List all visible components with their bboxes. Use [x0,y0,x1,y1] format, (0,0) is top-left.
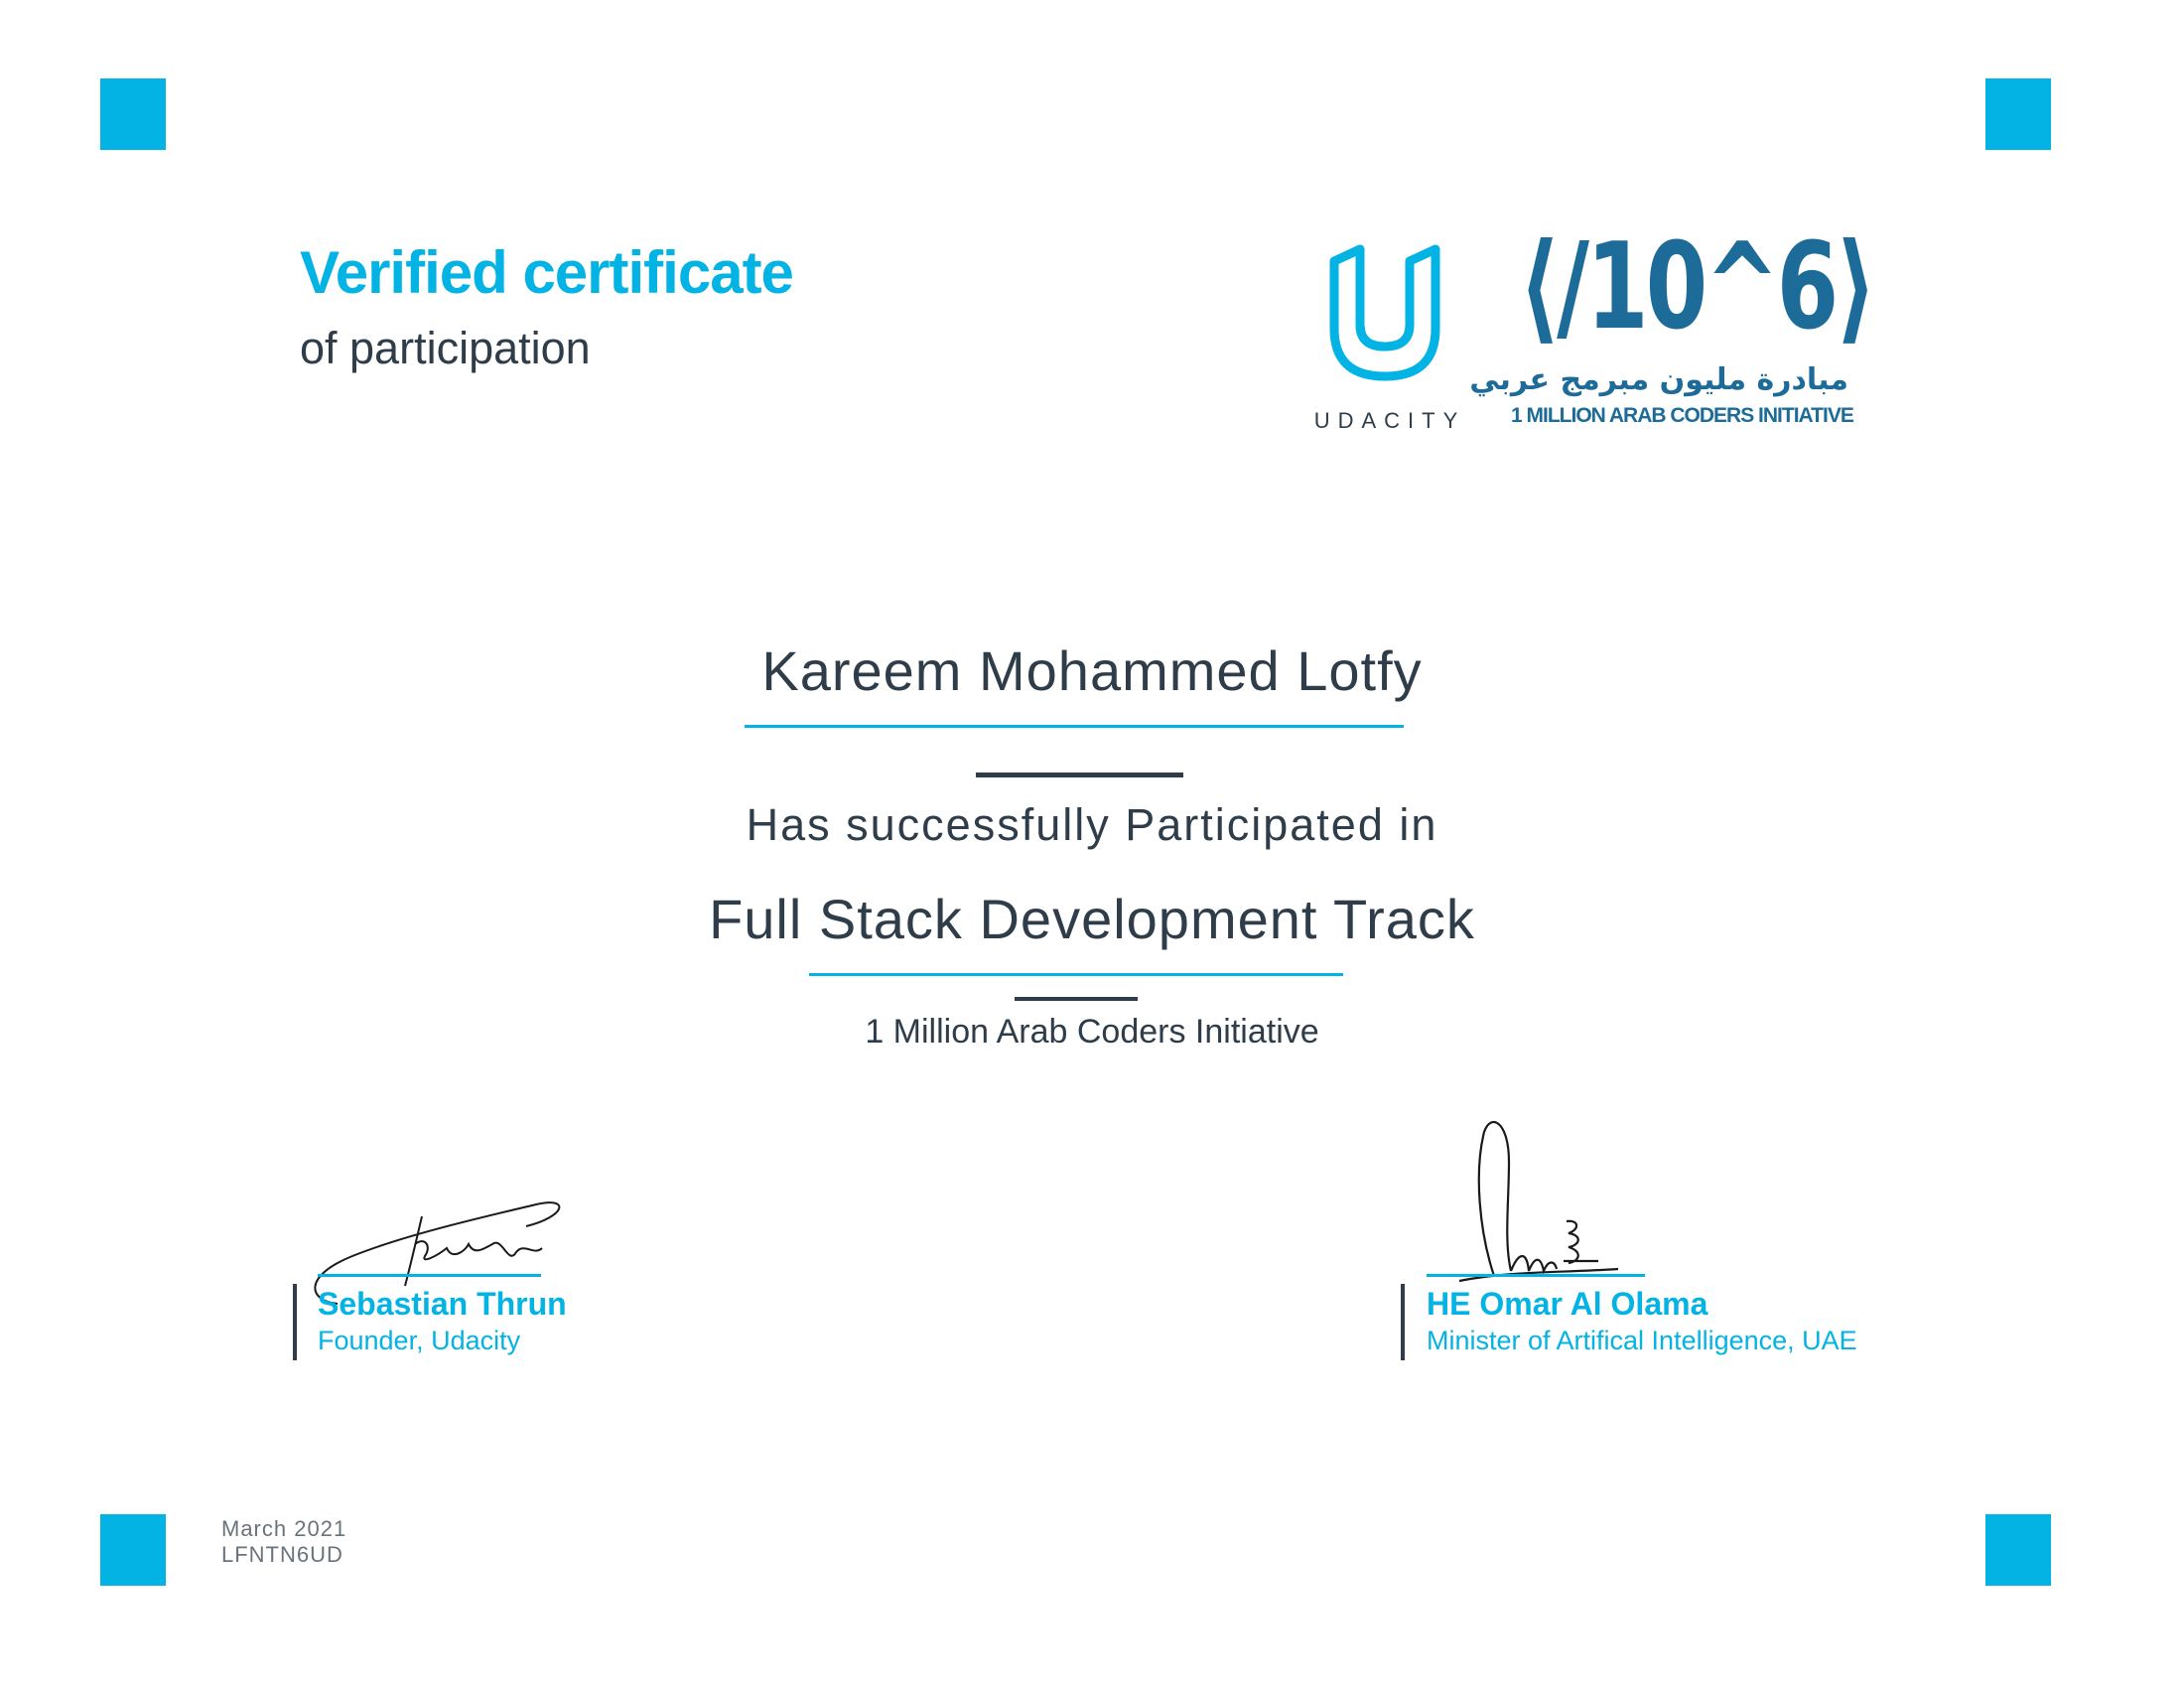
signature-line-right [1427,1274,1645,1277]
signature-bar-left [293,1284,297,1360]
udacity-wordmark: UDACITY [1313,408,1466,433]
certificate-code: LFNTN6UD [221,1542,343,1567]
section-divider [976,773,1183,777]
recipient-underline [745,725,1404,728]
signer-title-right: Minister of Artifical Intelligence, UAE [1427,1326,1857,1355]
signer-name-right: HE Omar Al Olama [1427,1286,1708,1322]
course-divider [1015,997,1138,1001]
recipient-name: Kareem Mohammed Lotfy [761,639,1423,702]
corner-square-top-right [1985,78,2051,150]
course-underline [809,973,1343,976]
initiative-arabic-name: مبادرة مليون مبرمج عربي [1469,362,1848,397]
initiative-logo-mark: ⟨/10^6⟩ [1519,218,1874,356]
signature-line-left [318,1274,541,1277]
corner-square-bottom-right [1985,1514,2051,1586]
signer-name-left: Sebastian Thrun [318,1286,567,1322]
signer-title-left: Founder, Udacity [318,1326,521,1355]
participation-statement: Has successfully Participated in [746,799,1438,850]
course-name: Full Stack Development Track [709,888,1475,950]
udacity-logo-icon [1320,243,1449,382]
signature-omar-al-olama [1449,1112,1628,1291]
signature-bar-right [1401,1284,1405,1360]
certificate-title: Verified certificate [300,239,793,306]
corner-square-top-left [100,78,166,150]
corner-square-bottom-left [100,1514,166,1586]
issue-date: March 2021 [221,1516,347,1541]
initiative-english-name: 1 MILLION ARAB CODERS INITIATIVE [1511,404,1853,427]
program-name: 1 Million Arab Coders Initiative [865,1013,1319,1051]
certificate-subtitle: of participation [300,323,591,373]
